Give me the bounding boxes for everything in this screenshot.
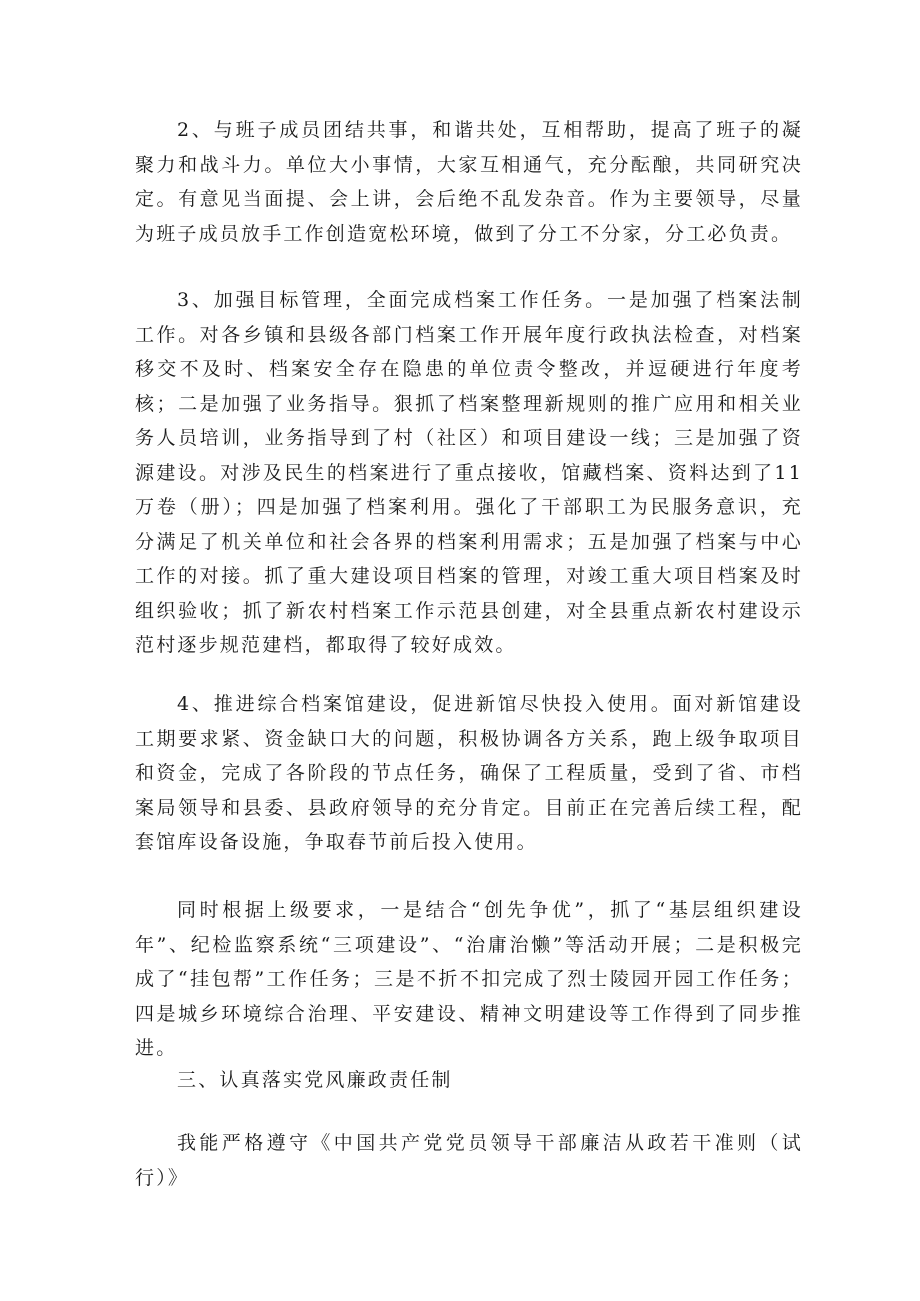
section-heading-party-integrity: 三、认真落实党风廉政责任制 bbox=[177, 1069, 453, 1091]
paragraph-superior-requirements: 同时根据上级要求，一是结合“创先争优”，抓了“基层组织建设年”、纪检监察系统“三项建设”、“治庸治懒”等活动开展；二是积极完成了“挂包帮”工作任务；三是不折不扣完成了烈士陵园开园工作任务；四是城乡环境综合治理、平安建设、精神文明建设等工作得到了同步推进。 bbox=[135, 899, 803, 1059]
paragraph-team-unity: 2、与班子成员团结共事，和谐共处，互相帮助，提高了班子的凝聚力和战斗力。单位大小事情，大家互相通气，充分酝酿，共同研究决定。有意见当面提、会上讲，会后绝不乱发杂音。作为主要领导，尽量为班子成员放手工作创造宽松环境，做到了分工不分家，分工必负责。 bbox=[135, 119, 803, 245]
paragraph-archive-tasks: 3、加强目标管理，全面完成档案工作任务。一是加强了档案法制工作。对各乡镇和县级各部门档案工作开展年度行政执法检查，对档案移交不及时、档案安全存在隐患的单位责令整改，并逗硬进行年度考核；二是加强了业务指导。狠抓了档案整理新规则的推广应用和相关业务人员培训，业务指导到了村（社区）和项目建设一线；三是加强了资源建设。对涉及民生的档案进行了重点接收，馆藏档案、资料达到了11万卷（册）；四是加强了档案利用。强化了干部职工为民服务意识，充分满足了机关单位和社会各界的档案利用需求；五是加强了档案与中心工作的对接。抓了重大建设项目档案的管理，对竣工重大项目档案及时组织验收；抓了新农村档案工作示范县创建，对全县重点新农村建设示范村逐步规范建档，都取得了较好成效。 bbox=[135, 289, 803, 656]
paragraph-integrity-rules: 我能严格遵守《中国共产党党员领导干部廉洁从政若干准则（试行）》 bbox=[135, 1132, 803, 1189]
paragraph-new-archive-building: 4、推进综合档案馆建设，促进新馆尽快投入使用。面对新馆建设工期要求紧、资金缺口大的问题，积极协调各方关系，跑上级争取项目和资金，完成了各阶段的节点任务，确保了工程质量，受到了省、市档案局领导和县委、县政府领导的充分肯定。目前正在完善后续工程，配套馆库设备设施，争取春节前后投入使用。 bbox=[135, 693, 803, 853]
